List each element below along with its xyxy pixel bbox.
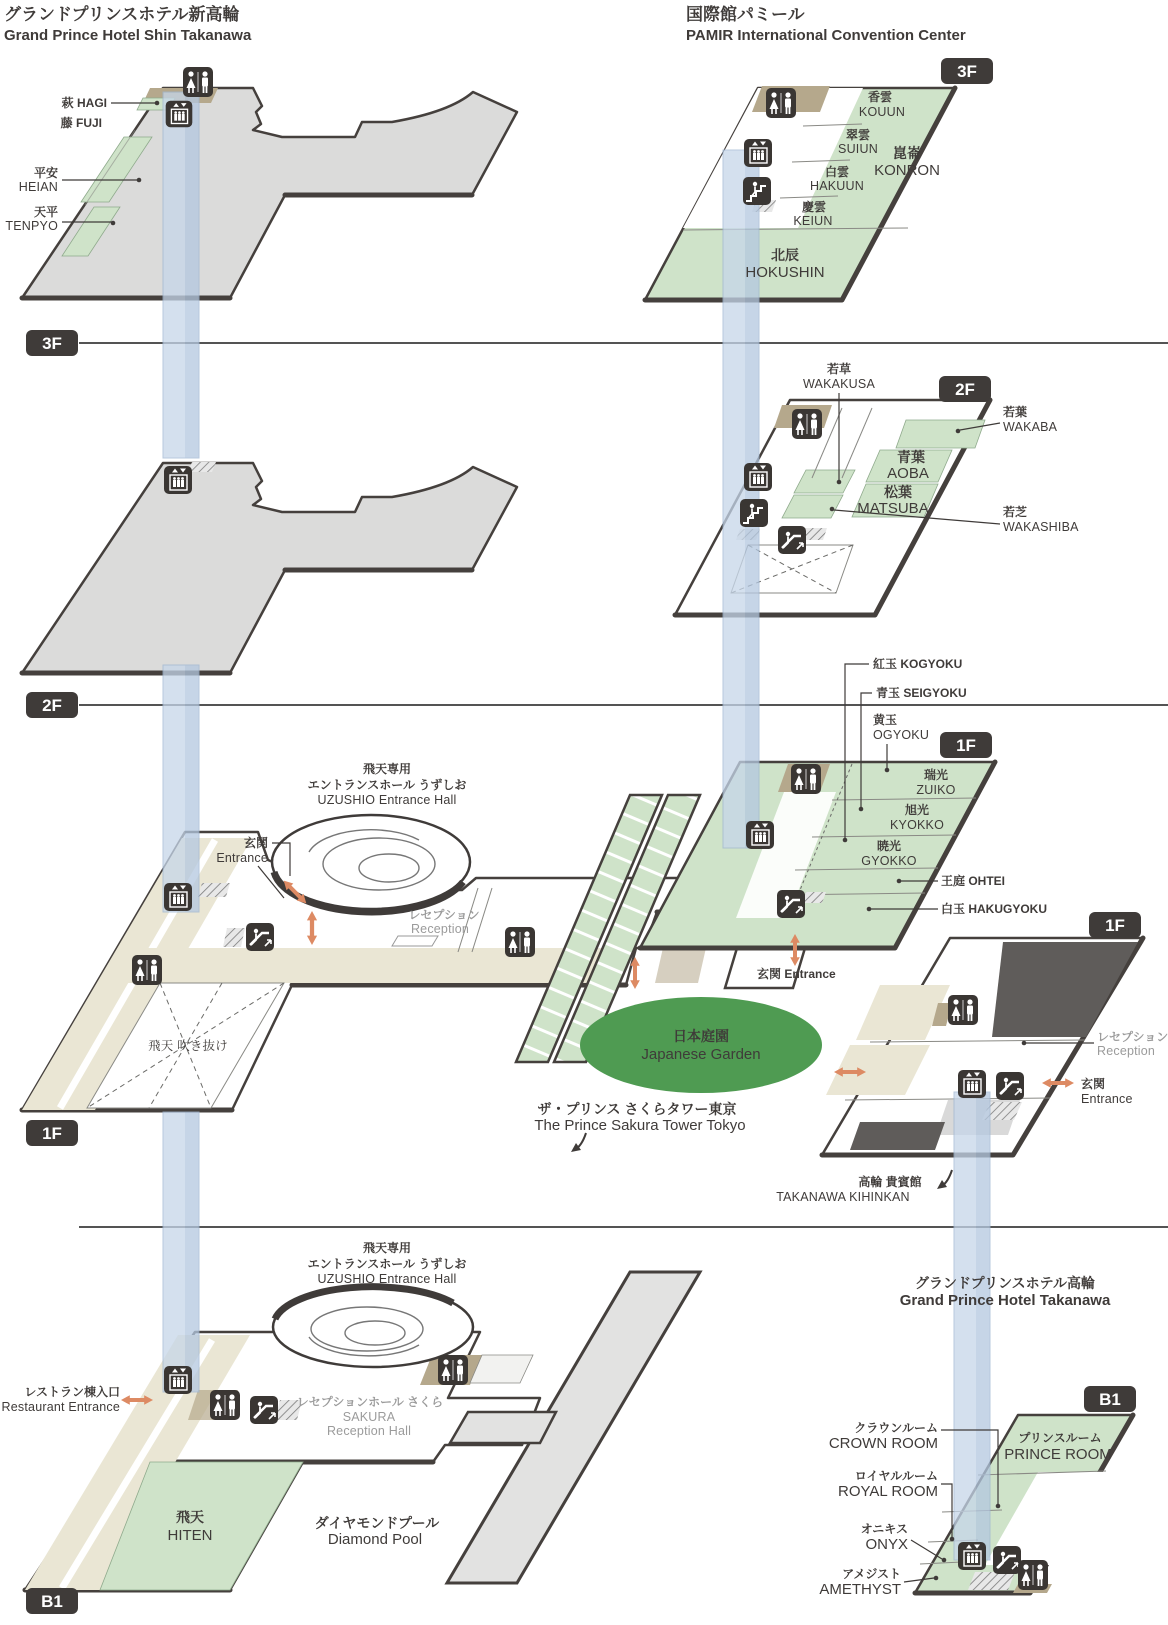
- label-uzushio-l3: UZUSHIO Entrance Hall: [317, 793, 457, 807]
- label-ogyoku-ja: 黄玉: [873, 713, 898, 727]
- svg-text:2F: 2F: [42, 696, 62, 715]
- badge-3f-right: [941, 58, 993, 84]
- restroom-icon: [766, 88, 796, 118]
- label-hotel-takanawa-en: Grand Prince Hotel Takanawa: [899, 1292, 1111, 1309]
- label-entrance-ja: 玄関: [243, 836, 268, 850]
- badge-1f-left: [26, 1120, 78, 1146]
- label-hakuun-ja: 白雲: [824, 165, 850, 179]
- label-wakaba-en: WAKABA: [1003, 420, 1058, 434]
- elevator-icon: [164, 1366, 192, 1394]
- elevator-icon: [744, 463, 772, 491]
- label-heian-en: HEIAN: [18, 180, 58, 194]
- restroom-icon: [210, 1390, 240, 1420]
- label-kihinkan-entrance-en: Entrance: [1081, 1092, 1133, 1106]
- svg-text:1F: 1F: [1105, 916, 1125, 935]
- elevator-shaft-takanawa: [954, 1092, 990, 1560]
- elevator-icon: [746, 821, 774, 849]
- svg-text:B1: B1: [41, 1592, 63, 1611]
- badge-2f-left: [26, 692, 78, 718]
- label-wakakusa-en: WAKAKUSA: [803, 377, 875, 391]
- label-suiun-ja: 翠雲: [845, 128, 871, 142]
- walkway-b1: [447, 1272, 700, 1583]
- garden-ja: 日本庭園: [673, 1028, 729, 1044]
- label-hotel-takanawa-ja: グランドプリンスホテル高輪: [915, 1275, 1095, 1291]
- svg-text:1F: 1F: [42, 1124, 62, 1143]
- label-wakashiba-en: WAKASHIBA: [1003, 520, 1079, 534]
- header-pamir: [686, 4, 966, 44]
- escalator-icon: [777, 890, 805, 918]
- restroom-icon: [132, 955, 162, 985]
- label-hakuun-en: HAKUUN: [810, 179, 864, 193]
- labels-landmarks: [534, 1101, 745, 1134]
- label-zuiko-ja: 瑞光: [923, 768, 949, 782]
- label-wakakusa-ja: 若草: [826, 362, 852, 376]
- label-restaurant-entrance-ja: レストラン棟入口: [24, 1385, 120, 1399]
- label-onyx-ja: オニキス: [860, 1522, 908, 1536]
- label-hokushin-en: HOKUSHIN: [745, 264, 825, 281]
- label-kyokko-en: KYOKKO: [890, 818, 944, 832]
- label-hakugyoku: 白玉 HAKUGYOKU: [941, 902, 1048, 916]
- elevator-icon: [164, 466, 192, 494]
- restroom-icon: [791, 764, 821, 794]
- header-shin-takanawa: [4, 4, 252, 44]
- label-hokushin-ja: 北辰: [771, 247, 799, 263]
- escalator-icon: [778, 526, 806, 554]
- escalator-icon: [996, 1072, 1024, 1100]
- badge-1f-kihinkan: [1089, 912, 1141, 938]
- label-konron-en: KONRON: [874, 162, 940, 179]
- header-right-en: PAMIR International Convention Center: [686, 27, 966, 44]
- label-uzushio-b1-l2: エントランスホール うずしお: [307, 1257, 467, 1271]
- label-hiten-en: HITEN: [167, 1527, 213, 1544]
- stairs-icon: [740, 499, 768, 527]
- label-sakura-hall-l1: レセプションホール さくら: [296, 1395, 444, 1409]
- label-ohtei: 王庭 OHTEI: [941, 874, 1006, 888]
- label-kouun-en: KOUUN: [858, 105, 906, 119]
- label-uzushio-l1: 飛天専用: [362, 762, 412, 776]
- label-ogyoku-en: OGYOKU: [873, 728, 930, 742]
- label-uzushio-b1-l1: 飛天専用: [362, 1241, 412, 1255]
- escalator-icon: [250, 1396, 278, 1424]
- label-matsuba-ja: 松葉: [884, 484, 912, 500]
- badge-b1-left: [26, 1588, 78, 1614]
- badge-2f-right: [939, 376, 991, 402]
- svg-text:B1: B1: [1099, 1390, 1121, 1409]
- label-wakashiba-ja: 若芝: [1003, 505, 1028, 519]
- label-onyx-en: ONYX: [865, 1536, 908, 1553]
- header-left-ja: グランドプリンスホテル新高輪: [4, 5, 240, 24]
- label-keiun-ja: 慶雲: [801, 200, 827, 214]
- elevator-icon: [958, 1070, 986, 1098]
- label-kyokko-ja: 旭光: [904, 803, 930, 817]
- label-crown-ja: クラウンルーム: [854, 1421, 938, 1435]
- elevator-icon: [744, 139, 772, 167]
- label-uzushio-b1-l3: UZUSHIO Entrance Hall: [317, 1272, 457, 1286]
- label-zuiko-en: ZUIKO: [916, 783, 956, 797]
- label-restaurant-entrance-en: Restaurant Entrance: [1, 1400, 120, 1414]
- label-heian-ja: 平安: [33, 166, 58, 180]
- label-keiun-en: KEIUN: [793, 214, 833, 228]
- label-aoba-en: AOBA: [887, 465, 929, 482]
- label-sakura-hall-l2: SAKURA: [342, 1410, 396, 1424]
- label-kogyoku: 紅玉 KOGYOKU: [873, 657, 963, 671]
- corridor-1f: [110, 948, 626, 983]
- stairs-hatch-2f-left: [188, 462, 216, 472]
- label-uzushio-l2: エントランスホール うずしお: [307, 778, 467, 792]
- kihinkan-pointer-arrow: [937, 1170, 952, 1189]
- label-amethyst-en: AMETHYST: [819, 1581, 901, 1598]
- elevator-shaft-left: [163, 92, 199, 1392]
- stairs-icon: [743, 177, 771, 205]
- elevator-icon: [164, 883, 192, 911]
- label-gyokko-en: GYOKKO: [861, 854, 917, 868]
- japanese-garden: [580, 997, 822, 1093]
- label-entrance-en: Entrance: [216, 851, 268, 865]
- garden-en: Japanese Garden: [641, 1046, 761, 1063]
- label-kihinkan-entrance-ja: 玄関: [1081, 1077, 1106, 1091]
- label-suiun-en: SUIUN: [838, 142, 878, 156]
- label-tenpyo-ja: 天平: [33, 205, 58, 219]
- escalator-icon: [246, 923, 274, 951]
- label-hiten-ja: 飛天: [176, 1509, 204, 1525]
- label-diamond-pool-ja: ダイヤモンドプール: [314, 1515, 440, 1531]
- label-tenpyo-en: TENPYO: [5, 219, 58, 233]
- escalator-icon: [993, 1546, 1021, 1574]
- label-sakura-tower-en: The Prince Sakura Tower Tokyo: [534, 1117, 746, 1134]
- kihinkan-dark-block: [992, 942, 1138, 1037]
- label-wakaba-ja: 若葉: [1003, 405, 1028, 419]
- label-kouun-ja: 香雲: [867, 90, 893, 104]
- badge-3f-left: [26, 330, 78, 356]
- label-kihinkan-en: TAKANAWA KIHINKAN: [776, 1190, 910, 1204]
- label-royal-en: ROYAL ROOM: [837, 1483, 938, 1500]
- label-matsuba-en: MATSUBA: [857, 500, 929, 517]
- label-prince-en: PRINCE ROOM: [1004, 1446, 1112, 1463]
- header-right-ja: 国際館パミール: [686, 5, 805, 24]
- label-gyokko-ja: 暁光: [876, 839, 902, 853]
- svg-text:3F: 3F: [957, 62, 977, 81]
- restroom-icon: [438, 1355, 468, 1385]
- room-wakaba: [896, 420, 985, 448]
- restroom-icon: [948, 995, 978, 1025]
- label-reception-en: Reception: [410, 922, 470, 936]
- label-sakura-tower-ja: ザ・プリンス さくらタワー東京: [537, 1101, 737, 1117]
- label-hiten-void: 飛天 吹き抜け: [148, 1039, 228, 1053]
- label-konron-ja: 崑崙: [893, 145, 921, 161]
- restroom-icon: [792, 409, 822, 439]
- label-kihinkan-reception-en: Reception: [1097, 1044, 1156, 1058]
- elevator-icon: [166, 101, 193, 128]
- restroom-icon: [505, 927, 535, 957]
- label-hagi: 萩 HAGI: [61, 96, 107, 110]
- label-crown-en: CROWN ROOM: [828, 1435, 938, 1452]
- label-aoba-ja: 青葉: [897, 449, 925, 465]
- label-kihinkan-reception-ja: レセプション: [1097, 1030, 1168, 1044]
- label-seigyoku: 青玉 SEIGYOKU: [876, 686, 967, 700]
- label-pamir-entrance: 玄関 Entrance: [757, 967, 836, 981]
- label-kihinkan-ja: 高輪 貴賓館: [858, 1175, 922, 1189]
- elevator-icon: [958, 1542, 986, 1570]
- label-amethyst-ja: アメジスト: [842, 1567, 901, 1581]
- sakura-tower-pointer-arrow: [571, 1133, 586, 1152]
- svg-text:3F: 3F: [42, 334, 62, 353]
- label-sakura-hall-l3: Reception Hall: [326, 1424, 412, 1438]
- plate-shin-2f: [22, 463, 517, 673]
- label-reception-ja: レセプション: [408, 908, 480, 922]
- label-royal-ja: ロイヤルルーム: [854, 1469, 938, 1483]
- label-prince-ja: プリンスルーム: [1018, 1431, 1102, 1445]
- uzushio-hall-b1: [273, 1287, 473, 1367]
- svg-text:2F: 2F: [955, 380, 975, 399]
- restroom-icon: [1018, 1560, 1048, 1590]
- header-left-en: Grand Prince Hotel Shin Takanawa: [4, 27, 252, 44]
- label-fuji: 藤 FUJI: [60, 116, 102, 130]
- label-diamond-pool-en: Diamond Pool: [327, 1531, 423, 1548]
- svg-text:1F: 1F: [956, 736, 976, 755]
- badge-1f-right: [940, 732, 992, 758]
- badge-b1-takanawa: [1084, 1386, 1136, 1412]
- restroom-icon: [183, 67, 213, 97]
